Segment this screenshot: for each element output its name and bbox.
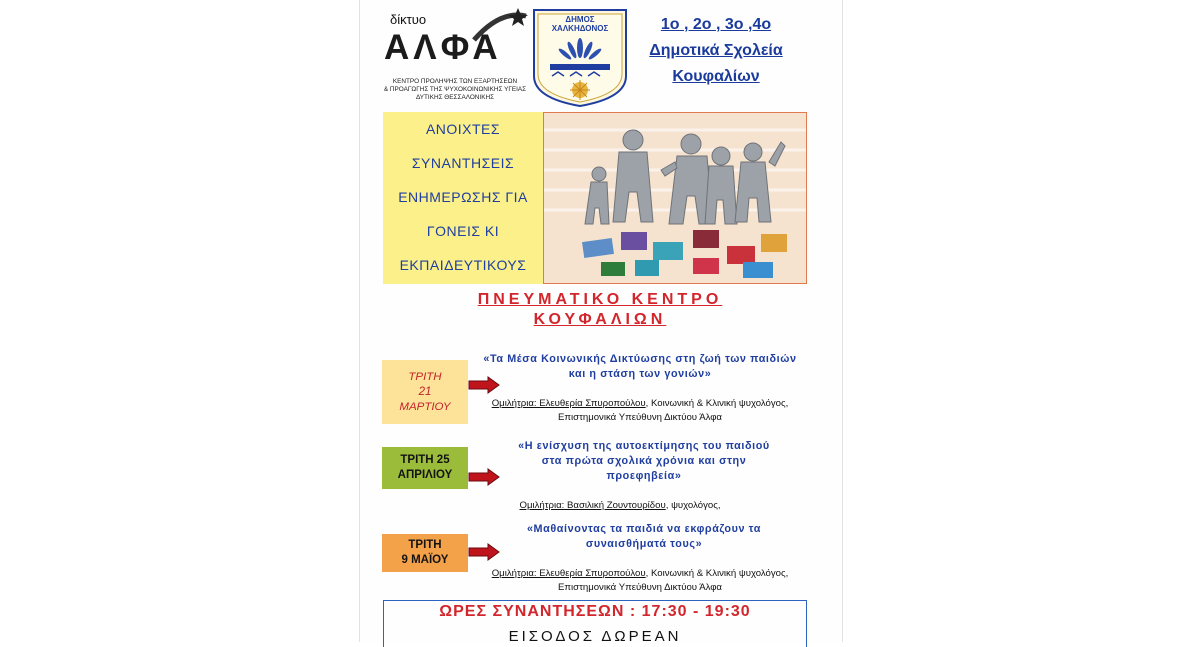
session-date-line: 9 ΜΑΪΟΥ	[401, 554, 449, 566]
session-topic-line: «Τα Μέσα Κοινωνικής Δικτύωσης στη ζωή των παιδιών	[483, 353, 797, 365]
session-topic-line: «Μαθαίνοντας τα παιδιά να εκφράζουν τα	[526, 523, 762, 535]
banner-line: ΕΚΠΑΙΔΕΥΤΙΚΟΥΣ	[399, 257, 527, 273]
speaker-role: , Κοινωνική & Κλινική ψυχολόγος,	[645, 568, 789, 579]
session-date-line: 21	[418, 385, 432, 398]
session-topic-line: «Η ενίσχυση της αυτοεκτίμησης του παιδιού	[518, 440, 770, 452]
session-speaker	[470, 567, 810, 595]
session-topic	[484, 439, 804, 484]
municipality-crest-icon	[530, 6, 630, 108]
schools-line: Κουφαλίων	[672, 68, 760, 85]
alfa-logo: ΑΛΦΑ	[384, 28, 502, 67]
schools-heading	[636, 12, 796, 90]
session-topic-line: και η στάση των γονιών»	[568, 368, 712, 380]
municipality-name: ΧΑΛΚΗΔΟΝΟΣ	[551, 24, 609, 33]
session-date-line: ΤΡΙΤΗ	[408, 370, 442, 383]
session-date-box	[382, 360, 468, 424]
speaker-role: , ψυχολόγος,	[665, 500, 721, 511]
speaker-affiliation: Επιστημονικά Υπεύθυνη Δικτύου Άλφα	[558, 412, 722, 423]
schools-line: 1ο , 2ο , 3ο ,4ο	[660, 16, 772, 33]
session-date-box	[382, 534, 468, 572]
session-topic-line: προεφηβεία»	[606, 470, 682, 482]
speaker-name: Ομιλήτρια: Ελευθερία Σπυροπούλου	[491, 398, 646, 409]
alfa-subtitle-line: ΚΕΝΤΡΟ ΠΡΟΛΗΨΗΣ ΤΩΝ ΕΞΑΡΤΗΣΕΩΝ	[392, 78, 518, 85]
venue-heading	[380, 290, 820, 330]
banner-line: ΓΟΝΕΙΣ ΚΙ	[426, 223, 500, 239]
banner-line: ΕΝΗΜΕΡΩΣΗΣ ΓΙΑ	[398, 189, 528, 205]
session-date-box	[382, 447, 468, 489]
venue-line: ΠΝΕΥΜΑΤΙΚΟ ΚΕΝΤΡΟ	[477, 291, 723, 308]
speaker-affiliation: Επιστημονικά Υπεύθυνη Δικτύου Άλφα	[558, 582, 722, 593]
banner-title-box	[383, 112, 543, 284]
session-topic	[484, 522, 804, 552]
session-topic-line: στα πρώτα σχολικά χρόνια και στην	[541, 455, 747, 467]
session-speaker	[470, 397, 810, 425]
free-entry: ΕΙΣΟΔΟΣ ΔΩΡΕΑΝ	[508, 628, 682, 645]
session-date-line: ΑΠΡΙΛΙΟΥ	[397, 469, 453, 481]
venue-line: ΚΟΥΦΑΛΙΩΝ	[533, 311, 667, 328]
alfa-subtitle-line: ΔΥΤΙΚΗΣ ΘΕΣΣΑΛΟΝΙΚΗΣ	[415, 94, 495, 101]
speaker-name: Ομιλήτρια: Βασιλική Ζουντουρίδου	[519, 500, 666, 511]
meeting-hours: ΩΡΕΣ ΣΥΝΑΝΤΗΣΕΩΝ : 17:30 - 19:30	[439, 603, 751, 620]
banner-line: ΣΥΝΑΝΤΗΣΕΙΣ	[411, 155, 515, 171]
session-topic-line: συναισθήματά τους»	[585, 538, 703, 550]
schools-line: Δημοτικά Σχολεία	[649, 42, 783, 59]
session-topic	[480, 352, 800, 382]
session-date-line: ΤΡΙΤΗ	[408, 539, 442, 551]
alfa-subtitle-line: & ΠΡΟΑΓΩΓΗΣ ΤΗΣ ΨΥΧΟΚΟΙΝΩΝΙΚΗΣ ΥΓΕΙΑΣ	[383, 86, 527, 93]
banner-line: ΑΝΟΙΧΤΕΣ	[425, 121, 501, 137]
session-date-line: ΤΡΙΤΗ 25	[400, 454, 450, 466]
family-puzzle-illustration	[543, 112, 807, 284]
network-label: δίκτυο	[390, 12, 427, 27]
session-date-line: ΜΑΡΤΙΟΥ	[399, 400, 451, 413]
session-speaker	[450, 499, 790, 513]
speaker-role: , Κοινωνική & Κλινική ψυχολόγος,	[645, 398, 789, 409]
municipality-label: ΔΗΜΟΣ	[565, 15, 595, 24]
alfa-subtitle	[380, 78, 530, 102]
swoosh-star-icon	[470, 6, 530, 46]
speaker-name: Ομιλήτρια: Ελευθερία Σπυροπούλου	[491, 568, 646, 579]
